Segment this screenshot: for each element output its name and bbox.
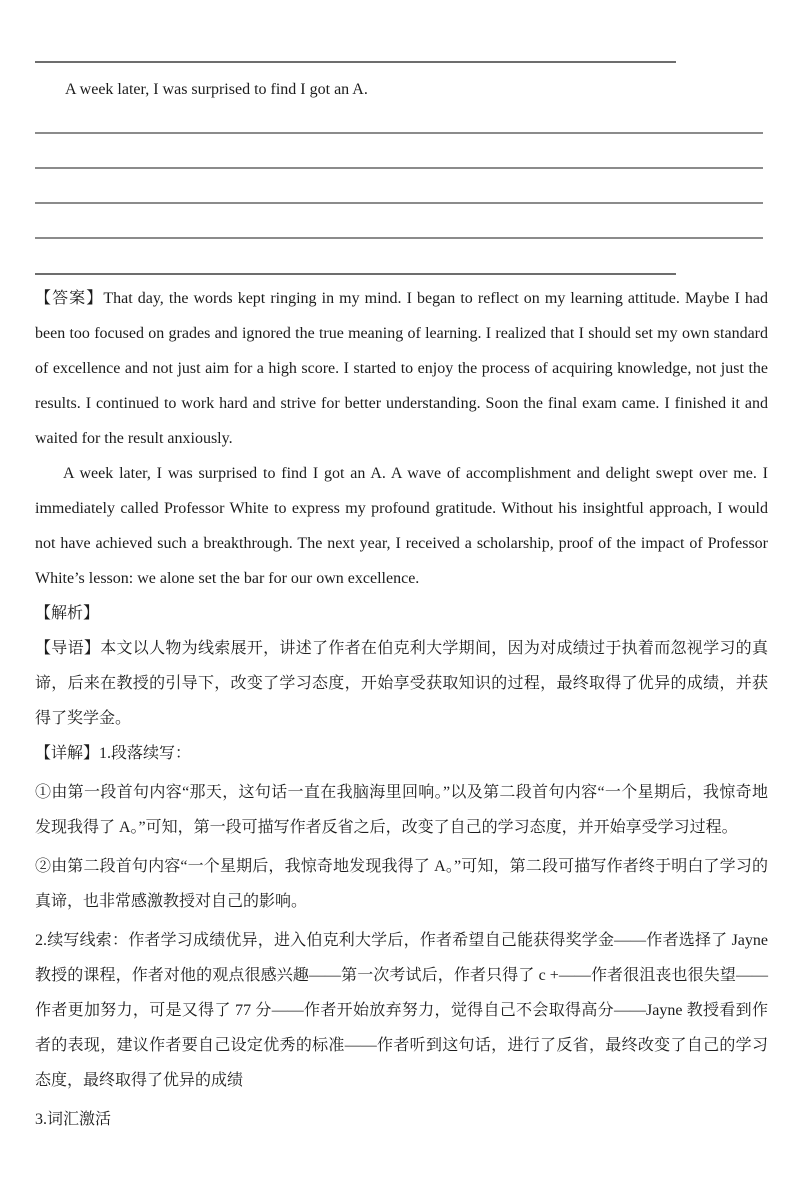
overview-text: 本文以人物为线索展开，讲述了作者在伯克利大学期间，因为对成绩过于执着而忽视学习的真谛，后来在教授的引导下，改变了学习态度，开始享受获取知识的过程，最终取得了优异的成绩，并获得了奖学金。: [35, 640, 768, 727]
answer-paragraph-1-text: That day, the words kept ringing in my mind. I began to reflect on my learning attitude. Maybe I had been too focused on grades and ignored the true meaning of learning. I realized that I should set my own standard of excellence and not just aim for a high score. I started to enjoy the process of acquiring knowledge, not just the results. I continued to work hard and strive for better understanding. Soon the final exam came. I finished it and waited for the result anxiously.: [35, 290, 768, 447]
answer-paragraph-1: [35, 281, 768, 456]
detail-point-1: ①由第一段首句内容“那天，这句话一直在我脑海里回响。”以及第二段首句内容“一个星期后，我惊奇地发现我得了 A。”可知，第一段可描写作者反省之后，改变了自己的学习态度，并开始享受学习过程。: [35, 784, 768, 836]
ruled-line-top: [35, 61, 676, 63]
answer-label: 【答案】: [35, 290, 104, 307]
overview-label: 【导语】: [35, 640, 101, 657]
overview-paragraph: [35, 631, 768, 736]
ruled-line-blank: [35, 132, 763, 134]
ruled-line-blank: [35, 202, 763, 204]
ruled-line-blank: [35, 167, 763, 169]
detail-point-2: ②由第二段首句内容“一个星期后，我惊奇地发现我得了 A。”可知，第二段可描写作者终于明白了学习的真谛，也非常感激教授对自己的影响。: [35, 858, 768, 910]
detail-heading-text: 1.段落续写：: [99, 745, 192, 762]
clue-paragraph: 2.续写线索：作者学习成绩优异，进入伯克利大学后，作者希望自己能获得奖学金——作者选择了 Jayne 教授的课程，作者对他的观点很感兴趣——第一次考试后，作者只得了 c +——作者很沮丧也很失望——作者更加努力，可是又得了 77 分——作者开始放弃努力，觉得自己不会取得高分——Jayne 教授看到作者的表现，建议作者要自己设定优秀的标准——作者听到这句话，进行了反省，最终改变了自己的学习态度，最终取得了优异的成绩: [35, 932, 768, 1089]
detail-label: 【详解】: [35, 745, 100, 762]
ruled-line-blank: [35, 237, 763, 239]
ruled-line-bottom: [35, 273, 676, 275]
detail-heading-line: [35, 736, 768, 771]
answer-paragraph-2: A week later, I was surprised to find I got an A. A wave of accomplishment and delight swept over me. I immediately called Professor White to express my profound gratitude. Without his insightful approach, I would not have achieved such a breakthrough. The next year, I received a scholarship, proof of the impact of Professor White’s lesson: we alone set the bar for our own excellence.: [35, 465, 768, 587]
document-body: [35, 281, 768, 1137]
analysis-label: 【解析】: [35, 605, 100, 622]
vocab-heading: 3.词汇激活: [35, 1111, 112, 1128]
continuation-prompt-sentence: A week later, I was surprised to find I got an A.: [65, 81, 368, 98]
